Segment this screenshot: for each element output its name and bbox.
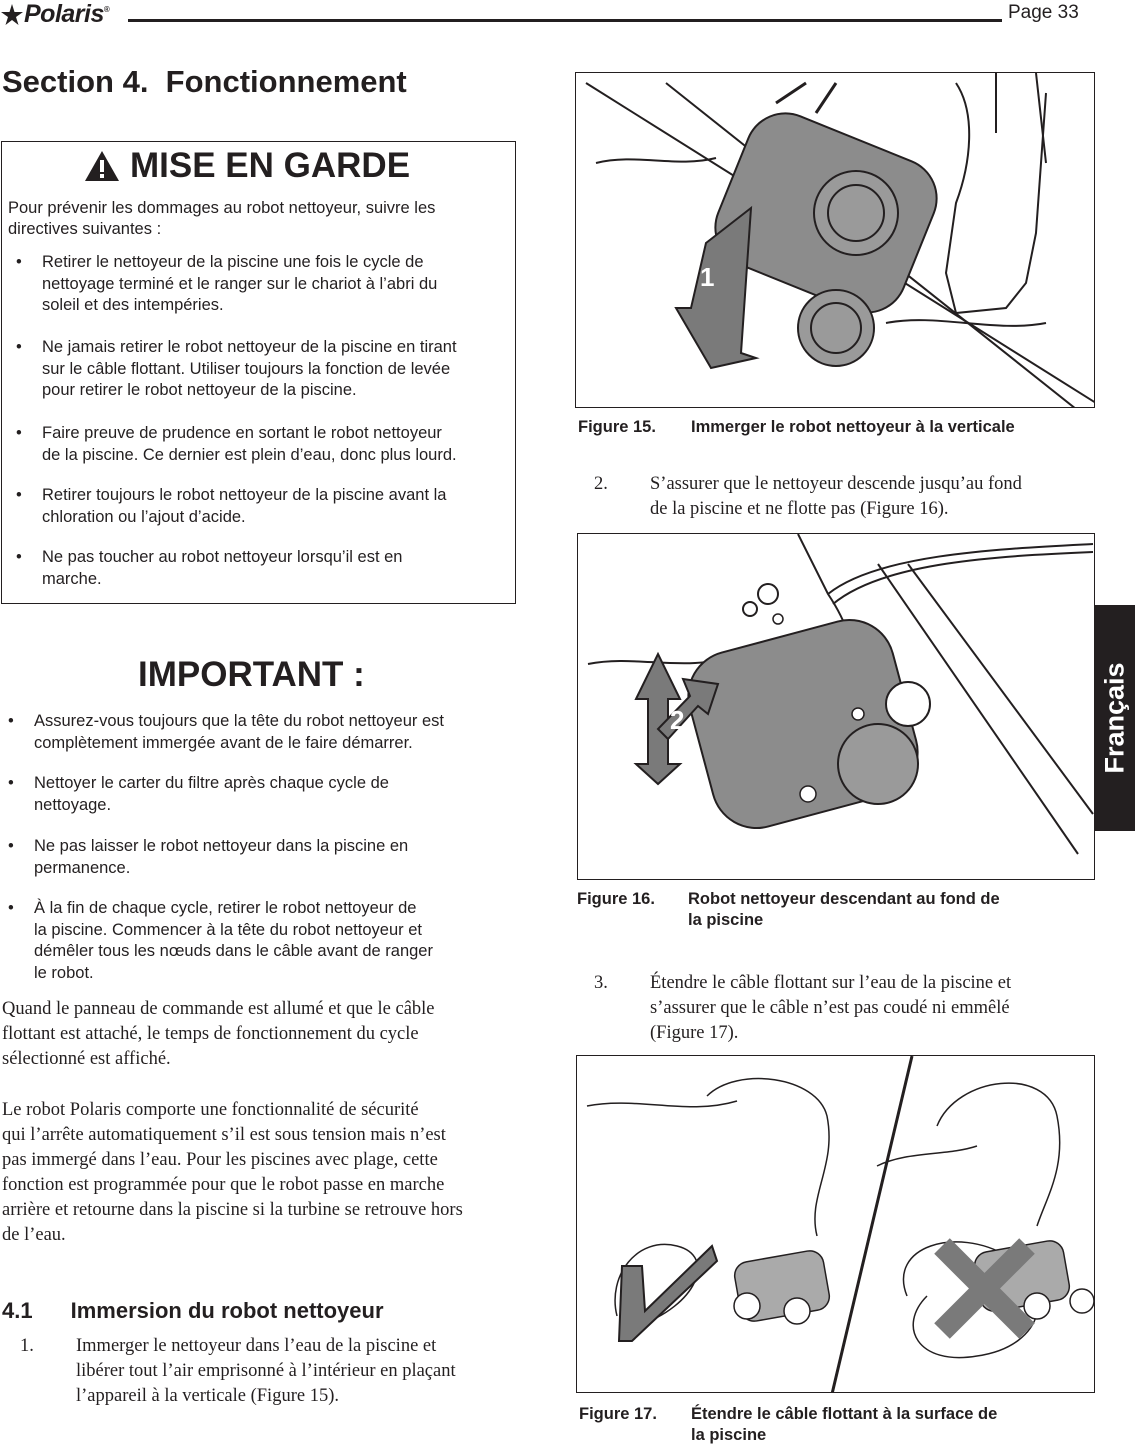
figure-17-caption-line: la piscine [691,1426,767,1444]
important-item-line: Ne pas laisser le robot nettoyeur dans la piscine en [34,837,409,855]
important-item: • À la fin de chaque cycle, retirer le robot nettoyeur de la piscine. Commencer à la tête du robot nettoyeur et démêler tous les nœuds dans le câble avant de ranger le robot. [8,898,516,986]
warning-item-line: soleil et des intempéries. [42,296,224,314]
warning-item-line: de la piscine. Ce dernier est plein d’eau, donc plus lourd. [42,445,457,464]
important-item: • Nettoyer le carter du filtre après chaque cycle de nettoyage. [8,773,516,817]
subsection-number: 4.1 [2,1298,33,1323]
polaris-logo: Polaris ® [0,0,109,29]
warning-item: • Retirer le nettoyeur de la piscine une fois le cycle de nettoyage terminé et le ranger sur le chariot à l’abri du soleil et des intempéries. [16,252,516,318]
warning-intro-2: directives suivantes : [8,220,162,238]
warning-item-line: Ne pas toucher au robot nettoyeur lorsqu’il est en [42,548,403,566]
figure-17-image [576,1055,1095,1393]
robot-left [732,1249,831,1324]
body-line: flottant est attaché, le temps de fonctionnement du cycle [2,1024,419,1044]
warning-item-line: nettoyage terminé et le ranger sur le chariot à l’abri du [42,274,438,293]
step-line: libérer tout l’air emprisonné à l’intérieur en plaçant [76,1361,456,1381]
body-line: arrière et retourne dans la piscine si la turbine se retrouve hors [2,1200,463,1220]
figure-16-label: Figure 16. [577,890,655,908]
warning-item-line: Ne jamais retirer le robot nettoyeur de la piscine en tirant [42,338,457,356]
warning-item-line: pour retirer le robot nettoyeur de la piscine. [42,381,357,399]
step-number: 3. [594,973,608,993]
figure-17-caption-line: Étendre le câble flottant à la surface de [691,1405,998,1423]
figure-15-label: Figure 15. [578,418,656,436]
step-line: l’appareil à la verticale (Figure 15). [76,1386,339,1406]
figure-17-caption [691,1404,997,1446]
step-line: S’assurer que le nettoyeur descende jusqu’au fond [650,474,1022,494]
figure-16-caption-line: Robot nettoyeur descendant au fond de [688,890,1000,908]
important-item-line: la piscine. Commencer à la tête du robot nettoyeur et [34,920,422,939]
figure-16-marker: 2 [670,705,685,735]
step-text [76,1334,526,1409]
warning-item-line: Faire preuve de prudence en sortant le robot nettoyeur [42,424,442,442]
subsection-title: Immersion du robot nettoyeur [70,1298,384,1323]
important-item: • Ne pas laisser le robot nettoyeur dans la piscine en permanence. [8,836,516,880]
body-line: de l’eau. [2,1225,66,1245]
polaris-star-icon [0,3,24,27]
step-line: s’assurer que le câble n’est pas coudé ni emmêlé [650,998,1010,1018]
important-item-line: le robot. [34,963,94,982]
figure-15-image [575,72,1095,408]
warning-item-line: chloration ou l’ajout d’acide. [42,507,246,526]
warning-item-line: marche. [42,569,102,588]
step-text [650,971,1090,1046]
body-paragraph-2 [2,1098,527,1248]
important-item: • Assurez-vous toujours que la tête du robot nettoyeur est complètement immergée avant de le faire démarrer. [8,711,516,755]
warning-title-text: MISE EN GARDE [130,146,411,185]
page-number: Page 33 [1008,2,1079,23]
important-item-line: À la fin de chaque cycle, retirer le robot nettoyeur de [34,899,417,917]
body-line: pas immergé dans l’eau. Pour les piscines avec plage, cette [2,1150,438,1170]
subsection-heading [2,1298,384,1324]
warning-item: • Faire preuve de prudence en sortant le robot nettoyeur de la piscine. Ce dernier est plein d’eau, donc plus lourd. [16,423,516,467]
body-line: Quand le panneau de commande est allumé et que le câble [2,999,435,1019]
step-number: 1. [20,1336,34,1356]
warning-item: • Ne pas toucher au robot nettoyeur lorsqu’il est en marche. [16,547,516,591]
figure-16-image [577,533,1095,880]
step-line: (Figure 17). [650,1023,739,1043]
body-line: sélectionné est affiché. [2,1049,171,1069]
step-line: de la piscine et ne flotte pas (Figure 16). [650,499,949,519]
warning-item-line: sur le câble flottant. Utiliser toujours la fonction de levée [42,359,451,378]
warning-item: • Retirer toujours le robot nettoyeur de la piscine avant la chloration ou l’ajout d’acide. [16,485,516,529]
step-number: 2. [594,474,608,494]
figure-16-caption-line: la piscine [688,911,764,929]
body-line: Le robot Polaris comporte une fonctionnalité de sécurité [2,1100,419,1120]
warning-item-line: Retirer toujours le robot nettoyeur de la piscine avant la [42,486,447,504]
warning-intro-1: Pour prévenir les dommages au robot nettoyeur, suivre les [8,199,436,217]
important-item-line: Nettoyer le carter du filtre après chaque cycle de [34,774,389,792]
warning-title [84,146,410,186]
important-item-line: Assurez-vous toujours que la tête du robot nettoyeur est [34,712,444,730]
body-line: qui l’arrête automatiquement s’il est sous tension mais n’est [2,1125,446,1145]
body-line: fonction est programmée pour que le robot passe en marche [2,1175,445,1195]
important-item-line: permanence. [34,858,131,877]
robot-cleaner-illustration [678,584,930,838]
figure-16-caption [688,889,1000,931]
figure-15-caption: Immerger le robot nettoyeur à la verticale [691,418,1015,436]
figure-17-label: Figure 17. [579,1405,657,1423]
important-item-line: démêler tous les nœuds dans le câble avant de ranger [34,942,433,960]
section-title: Section 4. Fonctionnement [2,64,407,99]
figure-15-marker: 1 [700,262,715,292]
warning-item-line: Retirer le nettoyeur de la piscine une fois le cycle de [42,253,424,271]
important-item-line: complètement immergée avant de le faire démarrer. [34,733,413,752]
body-paragraph-1 [2,997,522,1072]
warning-triangle-icon [84,150,120,182]
correct-checkmark-icon [619,1246,717,1341]
language-tab [1094,605,1135,831]
step-line: Immerger le nettoyeur dans l’eau de la piscine et [76,1336,437,1356]
brand-name: Polaris [24,0,104,28]
warning-item: • Ne jamais retirer le robot nettoyeur de la piscine en tirant sur le câble flottant. Utiliser toujours la fonction de levée pour retirer le robot nettoyeur de la piscine. [16,337,516,403]
header-rule [128,19,1002,22]
important-title: IMPORTANT : [138,655,365,694]
step-line: Étendre le câble flottant sur l’eau de la piscine et [650,973,1012,993]
step-text [650,472,1090,522]
language-tab-label: Français [1099,662,1129,774]
important-item-line: nettoyage. [34,795,112,814]
